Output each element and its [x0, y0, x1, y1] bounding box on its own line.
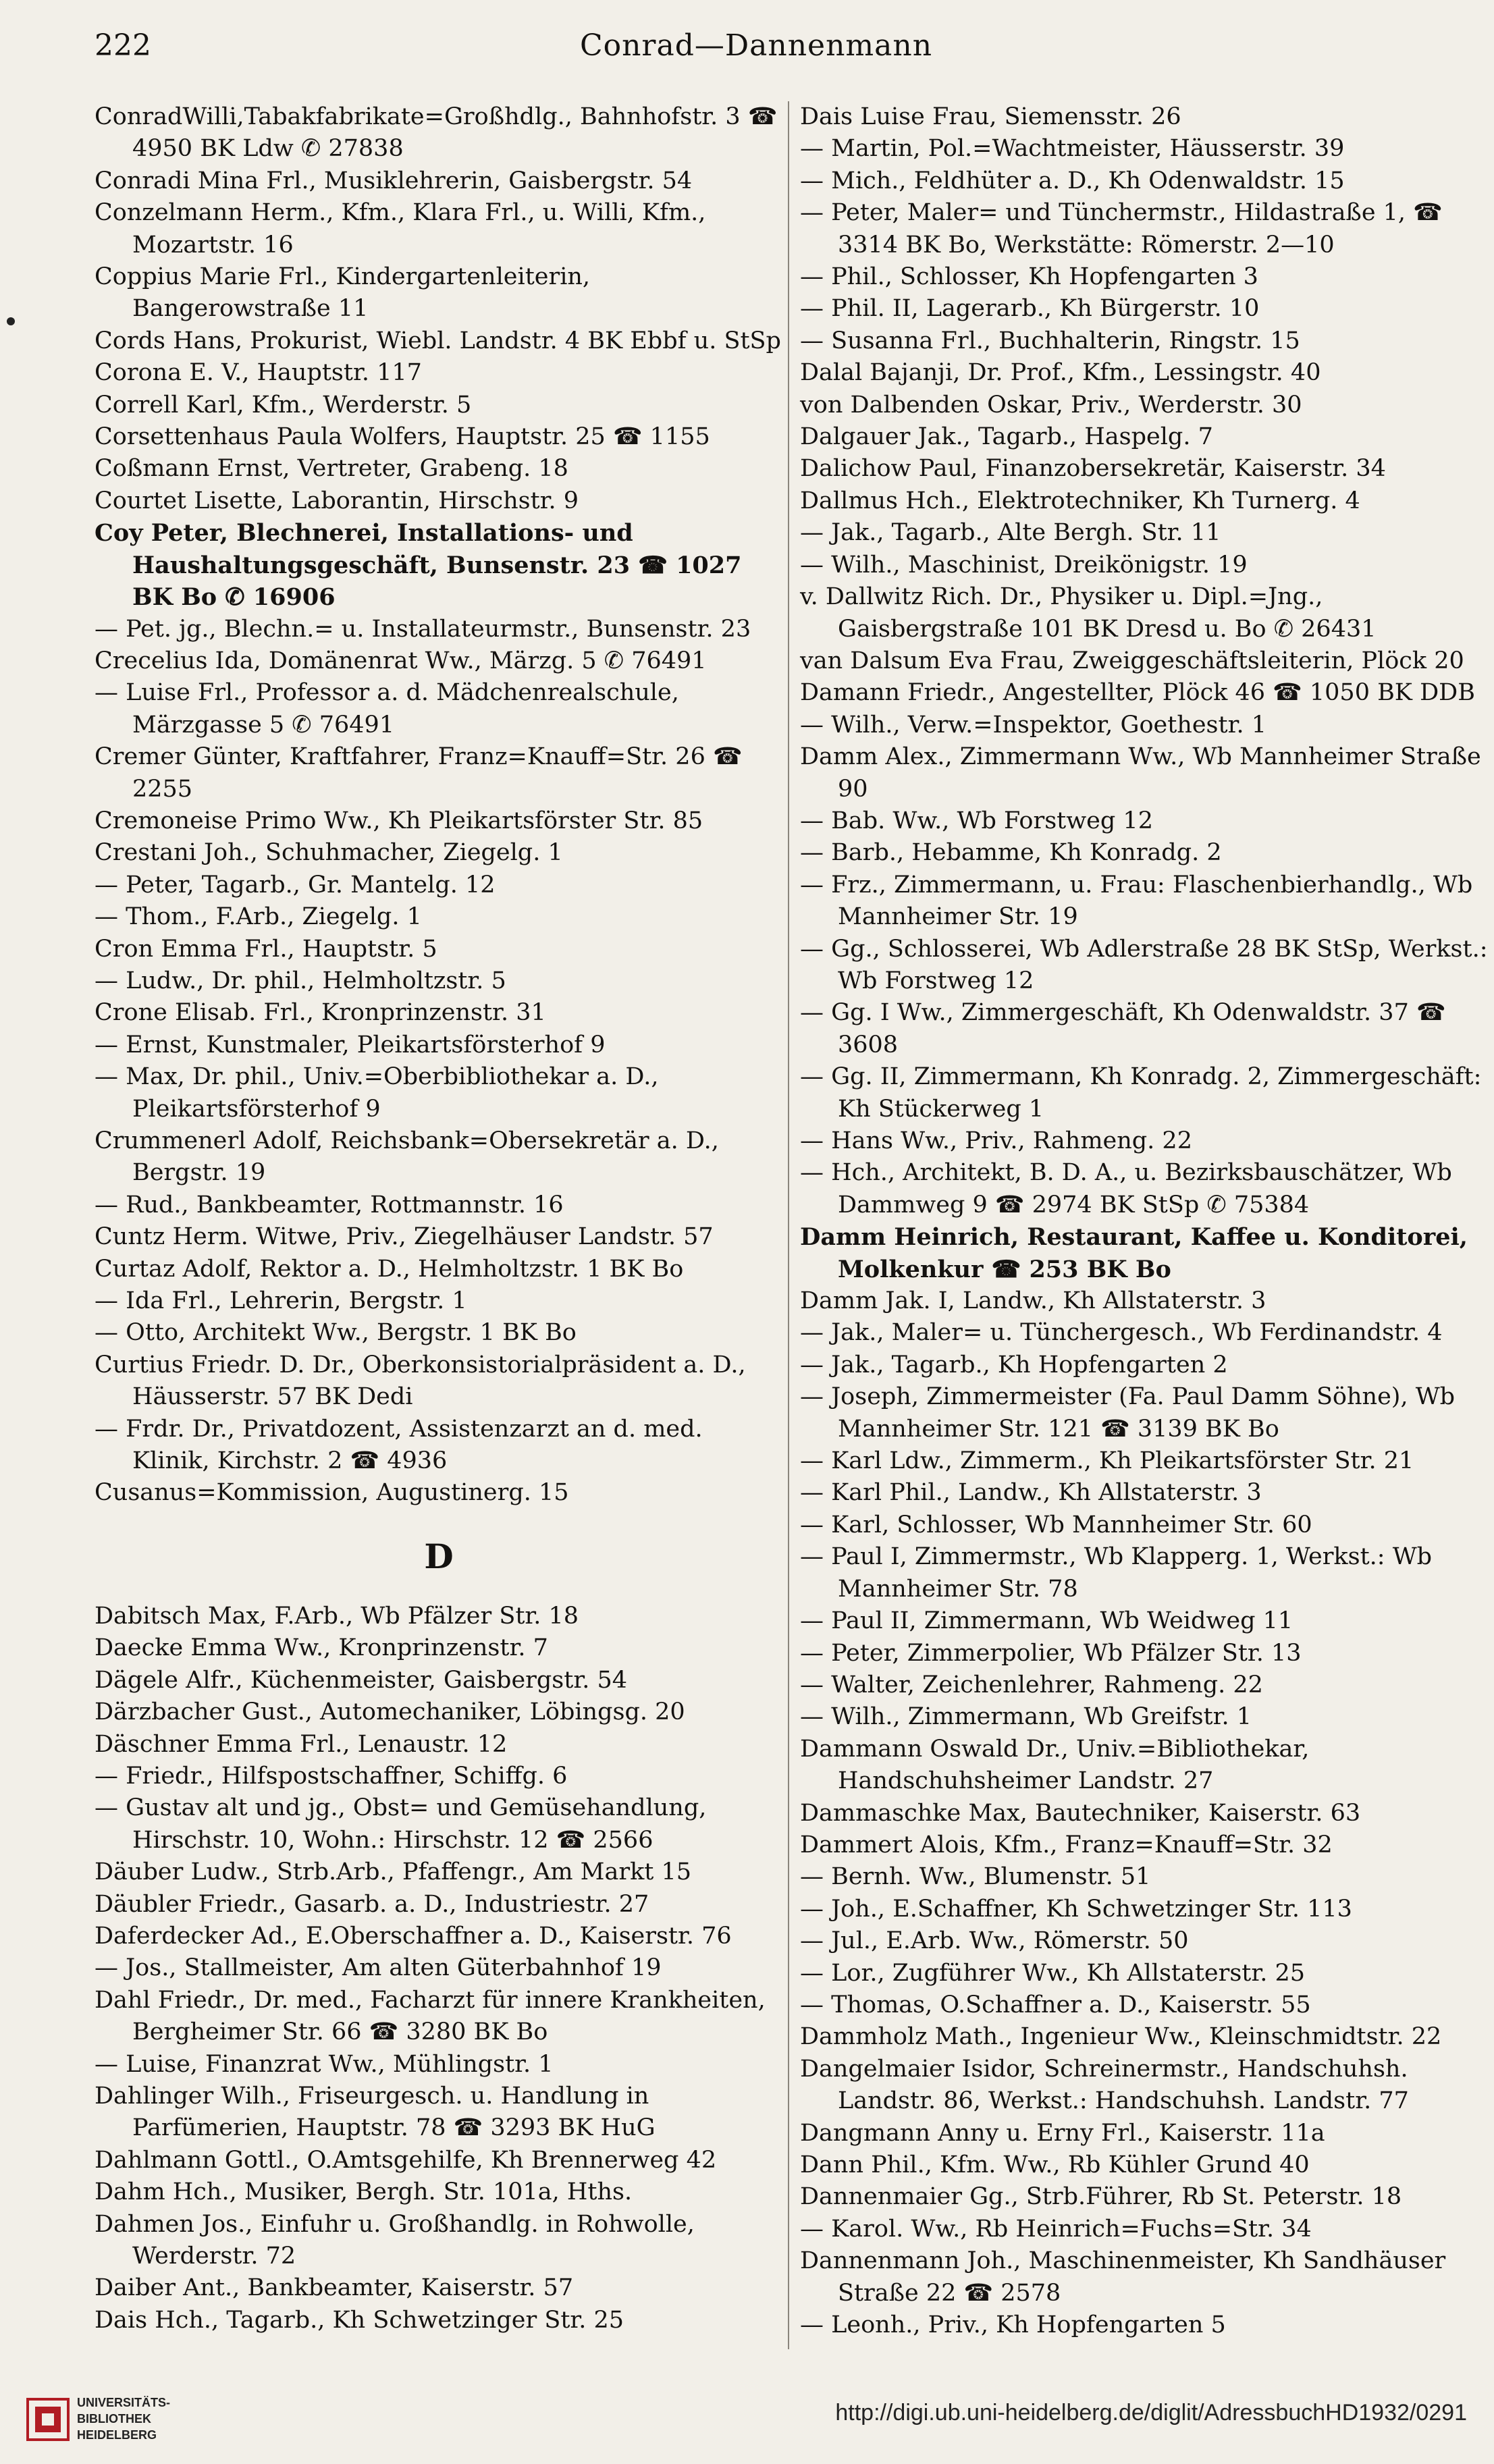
directory-entry: — Bab. Ww., Wb Forstweg 12 [800, 807, 1153, 834]
directory-entry: — Mich., Feldhüter a. D., Kh Odenwaldstr. 15 [800, 167, 1345, 194]
directory-entry: Däuber Ludw., Strb.Arb., Pfaffengr., Am Markt 15 [95, 1858, 692, 1886]
directory-entry: — Thomas, O.Schaffner a. D., Kaiserstr. 55 [800, 1991, 1311, 2018]
directory-entry: — Walter, Zeichenlehrer, Rahmeng. 22 [800, 1671, 1263, 1698]
directory-entry: — Wilh., Zimmermann, Wb Greifstr. 1 [800, 1703, 1252, 1731]
directory-entry: — Jul., E.Arb. Ww., Römerstr. 50 [800, 1927, 1189, 1955]
directory-entry: Dahl Friedr., Dr. med., Facharzt für innere Krankheiten, Bergheimer Str. 66 ☎ 3280 BK Bo [95, 1986, 766, 2046]
directory-entry: — Phil., Schlosser, Kh Hopfengarten 3 [800, 263, 1258, 291]
directory-entry: — Bernh. Ww., Blumenstr. 51 [800, 1863, 1151, 1891]
directory-entry: — Joh., E.Schaffner, Kh Schwetzinger Str. 113 [800, 1895, 1352, 1923]
directory-entry: — Gustav alt und jg., Obst= und Gemüsehandlung, Hirschstr. 10, Wohn.: Hirschstr. 12 ☎ 2566 [95, 1794, 707, 1854]
directory-entry: Conradi Mina Frl., Musiklehrerin, Gaisbergstr. 54 [95, 167, 693, 194]
directory-entry: — Hans Ww., Priv., Rahmeng. 22 [800, 1127, 1192, 1154]
directory-entry: Dammholz Math., Ingenieur Ww., Kleinschmidtstr. 22 [800, 2023, 1442, 2051]
directory-entry: Dalgauer Jak., Tagarb., Haspelg. 7 [800, 423, 1213, 451]
directory-entry: Cusanus=Kommission, Augustinerg. 15 [95, 1479, 569, 1507]
directory-entry: Dammaschke Max, Bautechniker, Kaiserstr. 63 [800, 1799, 1361, 1827]
directory-entry: — Frz., Zimmermann, u. Frau: Flaschenbierhandlg., Wb Mannheimer Str. 19 [800, 871, 1473, 931]
directory-entry: Curtius Friedr. D. Dr., Oberkonsistorialpräsident a. D., Häusserstr. 57 BK Dedi [95, 1351, 746, 1411]
directory-entry: — Peter, Maler= und Tünchermstr., Hildastraße 1, ☎ 3314 BK Bo, Werkstätte: Römerstr. 2—10 [800, 199, 1443, 259]
directory-entry: Conzelmann Herm., Kfm., Klara Frl., u. Willi, Kfm., Mozartstr. 16 [95, 199, 706, 259]
directory-entry: — Barb., Hebamme, Kh Konradg. 2 [800, 839, 1222, 867]
directory-entry: — Jos., Stallmeister, Am alten Güterbahnhof 19 [95, 1954, 662, 1982]
directory-entry: — Frdr. Dr., Privatdozent, Assistenzarzt an d. med. Klinik, Kirchstr. 2 ☎ 4936 [95, 1415, 703, 1475]
source-url[interactable]: http://digi.ub.uni-heidelberg.de/diglit/AdressbuchHD1932/0291 [835, 2400, 1467, 2426]
directory-entry: — Paul I, Zimmermstr., Wb Klapperg. 1, Werkst.: Wb Mannheimer Str. 78 [800, 1543, 1433, 1603]
directory-entry: Dammann Oswald Dr., Univ.=Bibliothekar, Handschuhsheimer Landstr. 27 [800, 1735, 1310, 1795]
logo-line: BIBLIOTHEK [77, 2412, 151, 2426]
directory-entry: Damm Alex., Zimmermann Ww., Wb Mannheimer Straße 90 [800, 743, 1481, 803]
directory-entry: Dangelmaier Isidor, Schreinermstr., Handschuhsh. Landstr. 86, Werkst.: Handschuhsh. Landstr. 77 [800, 2055, 1409, 2115]
directory-entry: Dann Phil., Kfm. Ww., Rb Kühler Grund 40 [800, 2151, 1310, 2178]
directory-entry: Cuntz Herm. Witwe, Priv., Ziegelhäuser Landstr. 57 [95, 1223, 714, 1251]
directory-entry: Dalichow Paul, Finanzobersekretär, Kaiserstr. 34 [800, 455, 1386, 483]
directory-entry: — Wilh., Maschinist, Dreikönigstr. 19 [800, 551, 1248, 579]
directory-entry: Cron Emma Frl., Hauptstr. 5 [95, 935, 437, 963]
directory-entry: Curtaz Adolf, Rektor a. D., Helmholtzstr. 1 BK Bo [95, 1255, 684, 1283]
directory-entry: Dais Hch., Tagarb., Kh Schwetzinger Str. 25 [95, 2306, 624, 2334]
directory-entry: Coßmann Ernst, Vertreter, Grabeng. 18 [95, 455, 568, 483]
directory-entry: — Ida Frl., Lehrerin, Bergstr. 1 [95, 1287, 467, 1315]
directory-entry: Dahm Hch., Musiker, Bergh. Str. 101a, Hths. [95, 2178, 633, 2206]
directory-entry: — Gg. II, Zimmermann, Kh Konradg. 2, Zimmergeschäft: Kh Stückerweg 1 [800, 1063, 1482, 1123]
directory-entry: — Wilh., Verw.=Inspektor, Goethestr. 1 [800, 711, 1266, 739]
directory-entry: Däschner Emma Frl., Lenaustr. 12 [95, 1730, 508, 1758]
directory-entry: Damm Heinrich, Restaurant, Kaffee u. Konditorei, Molkenkur ☎ 253 BK Bo [800, 1223, 1468, 1283]
directory-entry: Coy Peter, Blechnerei, Installations- und Haushaltungsgeschäft, Bunsenstr. 23 ☎ 1027 BK Bo ✆ 16906 [95, 519, 742, 612]
directory-entry: — Peter, Tagarb., Gr. Mantelg. 12 [95, 871, 496, 899]
directory-entry: — Martin, Pol.=Wachtmeister, Häusserstr. 39 [800, 135, 1345, 163]
directory-entry: Dais Luise Frau, Siemensstr. 26 [800, 103, 1181, 130]
directory-entry: — Paul II, Zimmermann, Wb Weidweg 11 [800, 1607, 1293, 1635]
directory-entry: — Karl Ldw., Zimmerm., Kh Pleikartsförster Str. 21 [800, 1447, 1414, 1475]
directory-entry: Crummenerl Adolf, Reichsbank=Obersekretär a. D., Bergstr. 19 [95, 1127, 719, 1187]
directory-entry: — Ernst, Kunstmaler, Pleikartsförsterhof 9 [95, 1031, 606, 1059]
directory-entry: Daecke Emma Ww., Kronprinzenstr. 7 [95, 1634, 548, 1662]
directory-entry: Crone Elisab. Frl., Kronprinzenstr. 31 [95, 999, 546, 1027]
directory-entry: Dahlmann Gottl., O.Amtsgehilfe, Kh Brennerweg 42 [95, 2146, 717, 2174]
directory-entry: Dangmann Anny u. Erny Frl., Kaiserstr. 11a [800, 2119, 1325, 2147]
directory-entry: Correll Karl, Kfm., Werderstr. 5 [95, 391, 472, 419]
directory-entry: — Hch., Architekt, B. D. A., u. Bezirksbauschätzer, Wb Dammweg 9 ☎ 2974 BK StSp ✆ 75384 [800, 1159, 1452, 1218]
directory-entry: — Gg., Schlosserei, Wb Adlerstraße 28 BK StSp, Werkst.: Wb Forstweg 12 [800, 935, 1488, 994]
directory-entry: Därzbacher Gust., Automechaniker, Löbingsg. 20 [95, 1698, 685, 1726]
directory-entry: — Luise Frl., Professor a. d. Mädchenrealschule, Märzgasse 5 ✆ 76491 [95, 679, 679, 739]
directory-entry: — Susanna Frl., Buchhalterin, Ringstr. 15 [800, 327, 1300, 354]
directory-entry: Crestani Joh., Schuhmacher, Ziegelg. 1 [95, 839, 563, 867]
directory-entry: Damann Friedr., Angestellter, Plöck 46 ☎ 1050 BK DDB [800, 679, 1475, 707]
directory-entry: — Phil. II, Lagerarb., Kh Bürgerstr. 10 [800, 295, 1260, 323]
library-logo [26, 2393, 201, 2447]
directory-entry: Dannenmann Joh., Maschinenmeister, Kh Sandhäuser Straße 22 ☎ 2578 [800, 2247, 1446, 2307]
directory-entry: Dahlinger Wilh., Friseurgesch. u. Handlung in Parfümerien, Hauptstr. 78 ☎ 3293 BK HuG [95, 2082, 656, 2142]
library-name [77, 2394, 170, 2443]
directory-entry: Courtet Lisette, Laborantin, Hirschstr. 9 [95, 487, 579, 514]
directory-entry: — Rud., Bankbeamter, Rottmannstr. 16 [95, 1191, 564, 1218]
directory-entry: — Jak., Tagarb., Kh Hopfengarten 2 [800, 1351, 1228, 1378]
section-letter: D [424, 1536, 454, 1576]
directory-entry: Corona E. V., Hauptstr. 117 [95, 359, 422, 387]
directory-entry: Corsettenhaus Paula Wolfers, Hauptstr. 25 ☎ 1155 [95, 423, 710, 451]
right-column [800, 101, 1489, 2341]
directory-entry: — Pet. jg., Blechn.= u. Installateurmstr., Bunsenstr. 23 [95, 615, 751, 643]
logo-line: UNIVERSITÄTS- [77, 2396, 171, 2409]
column-divider [788, 101, 789, 2349]
directory-entry: Dalal Bajanji, Dr. Prof., Kfm., Lessingstr. 40 [800, 359, 1321, 387]
directory-entry: von Dalbenden Oskar, Priv., Werderstr. 30 [800, 391, 1302, 419]
directory-entry: Daiber Ant., Bankbeamter, Kaiserstr. 57 [95, 2274, 574, 2302]
directory-entry: — Jak., Maler= u. Tünchergesch., Wb Ferdinandstr. 4 [800, 1319, 1443, 1347]
directory-entry: — Joseph, Zimmermeister (Fa. Paul Damm Söhne), Wb Mannheimer Str. 121 ☎ 3139 BK Bo [800, 1383, 1456, 1443]
page-number: 222 [95, 28, 151, 63]
directory-entry: Dannenmaier Gg., Strb.Führer, Rb St. Peterstr. 18 [800, 2183, 1402, 2211]
directory-entry: Dammert Alois, Kfm., Franz=Knauff=Str. 32 [800, 1831, 1333, 1858]
running-head: Conrad—Dannenmann [579, 28, 933, 63]
directory-entry: Dägele Alfr., Küchenmeister, Gaisbergstr. 54 [95, 1666, 627, 1694]
directory-entry: — Ludw., Dr. phil., Helmholtzstr. 5 [95, 967, 506, 994]
directory-entry: — Karol. Ww., Rb Heinrich=Fuchs=Str. 34 [800, 2215, 1312, 2243]
directory-entry: Coppius Marie Frl., Kindergartenleiterin, Bangerowstraße 11 [95, 263, 591, 323]
directory-entry: — Gg. I Ww., Zimmergeschäft, Kh Odenwaldstr. 37 ☎ 3608 [800, 999, 1446, 1059]
directory-entry: Dallmus Hch., Elektrotechniker, Kh Turnerg. 4 [800, 487, 1360, 514]
directory-entry: — Peter, Zimmerpolier, Wb Pfälzer Str. 13 [800, 1639, 1302, 1667]
page-header [95, 28, 1418, 76]
directory-entry: Damm Jak. I, Landw., Kh Allstaterstr. 3 [800, 1287, 1266, 1315]
directory-entry: — Leonh., Priv., Kh Hopfengarten 5 [800, 2311, 1226, 2339]
directory-entry: v. Dallwitz Rich. Dr., Physiker u. Dipl.=Jng., Gaisbergstraße 101 BK Dresd u. Bo ✆ 26431 [800, 583, 1377, 643]
directory-entry: Dahmen Jos., Einfuhr u. Großhandlg. in Rohwolle, Werderstr. 72 [95, 2210, 695, 2270]
directory-entry: — Karl Phil., Landw., Kh Allstaterstr. 3 [800, 1479, 1262, 1507]
library-seal-icon [26, 2397, 70, 2442]
directory-entry: ConradWilli,Tabakfabrikate=Großhdlg., Bahnhofstr. 3 ☎ 4950 BK Ldw ✆ 27838 [95, 103, 778, 163]
directory-entry: — Thom., F.Arb., Ziegelg. 1 [95, 903, 422, 931]
directory-entry: Dabitsch Max, F.Arb., Wb Pfälzer Str. 18 [95, 1602, 579, 1630]
directory-entry: Daferdecker Ad., E.Oberschaffner a. D., Kaiserstr. 76 [95, 1922, 732, 1950]
directory-entry: — Jak., Tagarb., Alte Bergh. Str. 11 [800, 519, 1221, 547]
directory-entry: Cremoneise Primo Ww., Kh Pleikartsförster Str. 85 [95, 807, 703, 834]
directory-entry: Cords Hans, Prokurist, Wiebl. Landstr. 4 BK Ebbf u. StSp [95, 327, 781, 354]
directory-entry: — Lor., Zugführer Ww., Kh Allstaterstr. 25 [800, 1959, 1306, 1987]
margin-dot [7, 317, 15, 325]
directory-entry: Crecelius Ida, Domänenrat Ww., Märzg. 5 ✆ 76491 [95, 647, 707, 674]
directory-entry: — Karl, Schlosser, Wb Mannheimer Str. 60 [800, 1511, 1312, 1538]
directory-entry: — Luise, Finanzrat Ww., Mühlingstr. 1 [95, 2050, 554, 2078]
logo-line: HEIDELBERG [77, 2428, 157, 2442]
directory-entry: — Otto, Architekt Ww., Bergstr. 1 BK Bo [95, 1319, 577, 1347]
directory-entry: — Friedr., Hilfspostschaffner, Schiffg. 6 [95, 1762, 568, 1790]
left-column [95, 101, 783, 2336]
directory-entry: Cremer Günter, Kraftfahrer, Franz=Knauff=Str. 26 ☎ 2255 [95, 743, 743, 803]
directory-entry: van Dalsum Eva Frau, Zweiggeschäftsleiterin, Plöck 20 [800, 647, 1464, 674]
directory-entry: Däubler Friedr., Gasarb. a. D., Industriestr. 27 [95, 1890, 649, 1918]
directory-entry: — Max, Dr. phil., Univ.=Oberbibliothekar a. D., Pleikartsförsterhof 9 [95, 1063, 659, 1123]
